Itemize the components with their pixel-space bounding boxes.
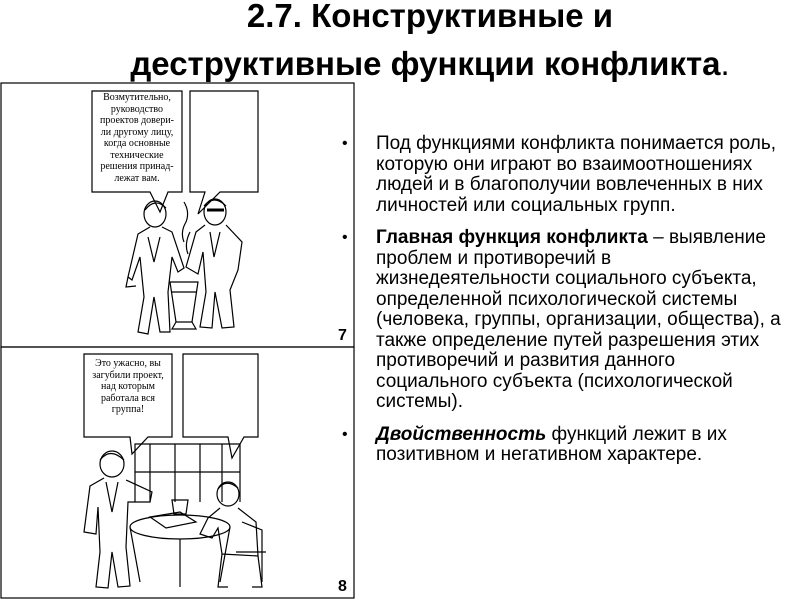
bubble-line: Это ужасно, вы [95, 358, 161, 369]
bubble-line: Возмутительно, [103, 92, 171, 103]
bubble-line: над которым [101, 381, 155, 392]
bullet-strong: Главная функция конфликта [376, 227, 648, 248]
panel-1-number: 7 [338, 327, 347, 344]
bullet-item-2 [340, 228, 790, 413]
panel-1-speech-bubble-right [190, 91, 258, 214]
bullet-list [340, 134, 790, 466]
panel-2-bubble-text [86, 358, 170, 416]
bubble-line: группа! [111, 404, 145, 415]
panel-1-bubble-text [94, 92, 180, 184]
bullet-strong: Двойственность [376, 423, 547, 445]
panel-2-number: 8 [338, 578, 347, 595]
title-line-2 [0, 40, 800, 88]
panel-2-speech-bubble-right [183, 354, 258, 458]
bubble-line: ли другому лицу, [100, 126, 174, 138]
bullet-text: – выявление проблем и противоречий в жизнедеятельности социального субъекта, определенной психологической системы (человека, группы, организации, общества), а также определение путей разрешения этих противоречий и развития данного социального субъекта (психологической системы). [376, 227, 781, 412]
bullet-item-1 [340, 134, 790, 216]
bullet-text: функций лежит в их позитивном и негативном характере. [376, 423, 727, 465]
bubble-line: руководство [110, 103, 164, 115]
bullet-content [340, 134, 790, 478]
bubble-line: лежат вам. [114, 172, 160, 184]
bubble-line: технические [110, 149, 164, 161]
title-line-2-text: деструктивные функции конфликта [130, 45, 721, 82]
panel-1-ashtray [170, 202, 198, 329]
bubble-line: работала вся [100, 392, 156, 404]
bubble-line: когда основные [103, 138, 171, 149]
panel-2-table [130, 500, 230, 587]
panel-2-seated-man [200, 482, 266, 587]
bubble-line: проектов довери- [100, 115, 174, 126]
bubble-line: загубили проект, [92, 369, 164, 381]
panel-2-window [135, 444, 240, 502]
comic-illustration [0, 82, 356, 600]
bullet-text: Под функциями конфликта понимается роль, которую они играют во взаимоотношениях людей и в благополучии вовлеченных в них личностей или социальных групп. [376, 133, 777, 216]
bullet-item-3 [340, 425, 790, 466]
bubble-line: решения принад- [100, 161, 174, 172]
title-line-1: 2.7. Конструктивные и [246, 0, 614, 34]
title-period: . [720, 45, 730, 82]
